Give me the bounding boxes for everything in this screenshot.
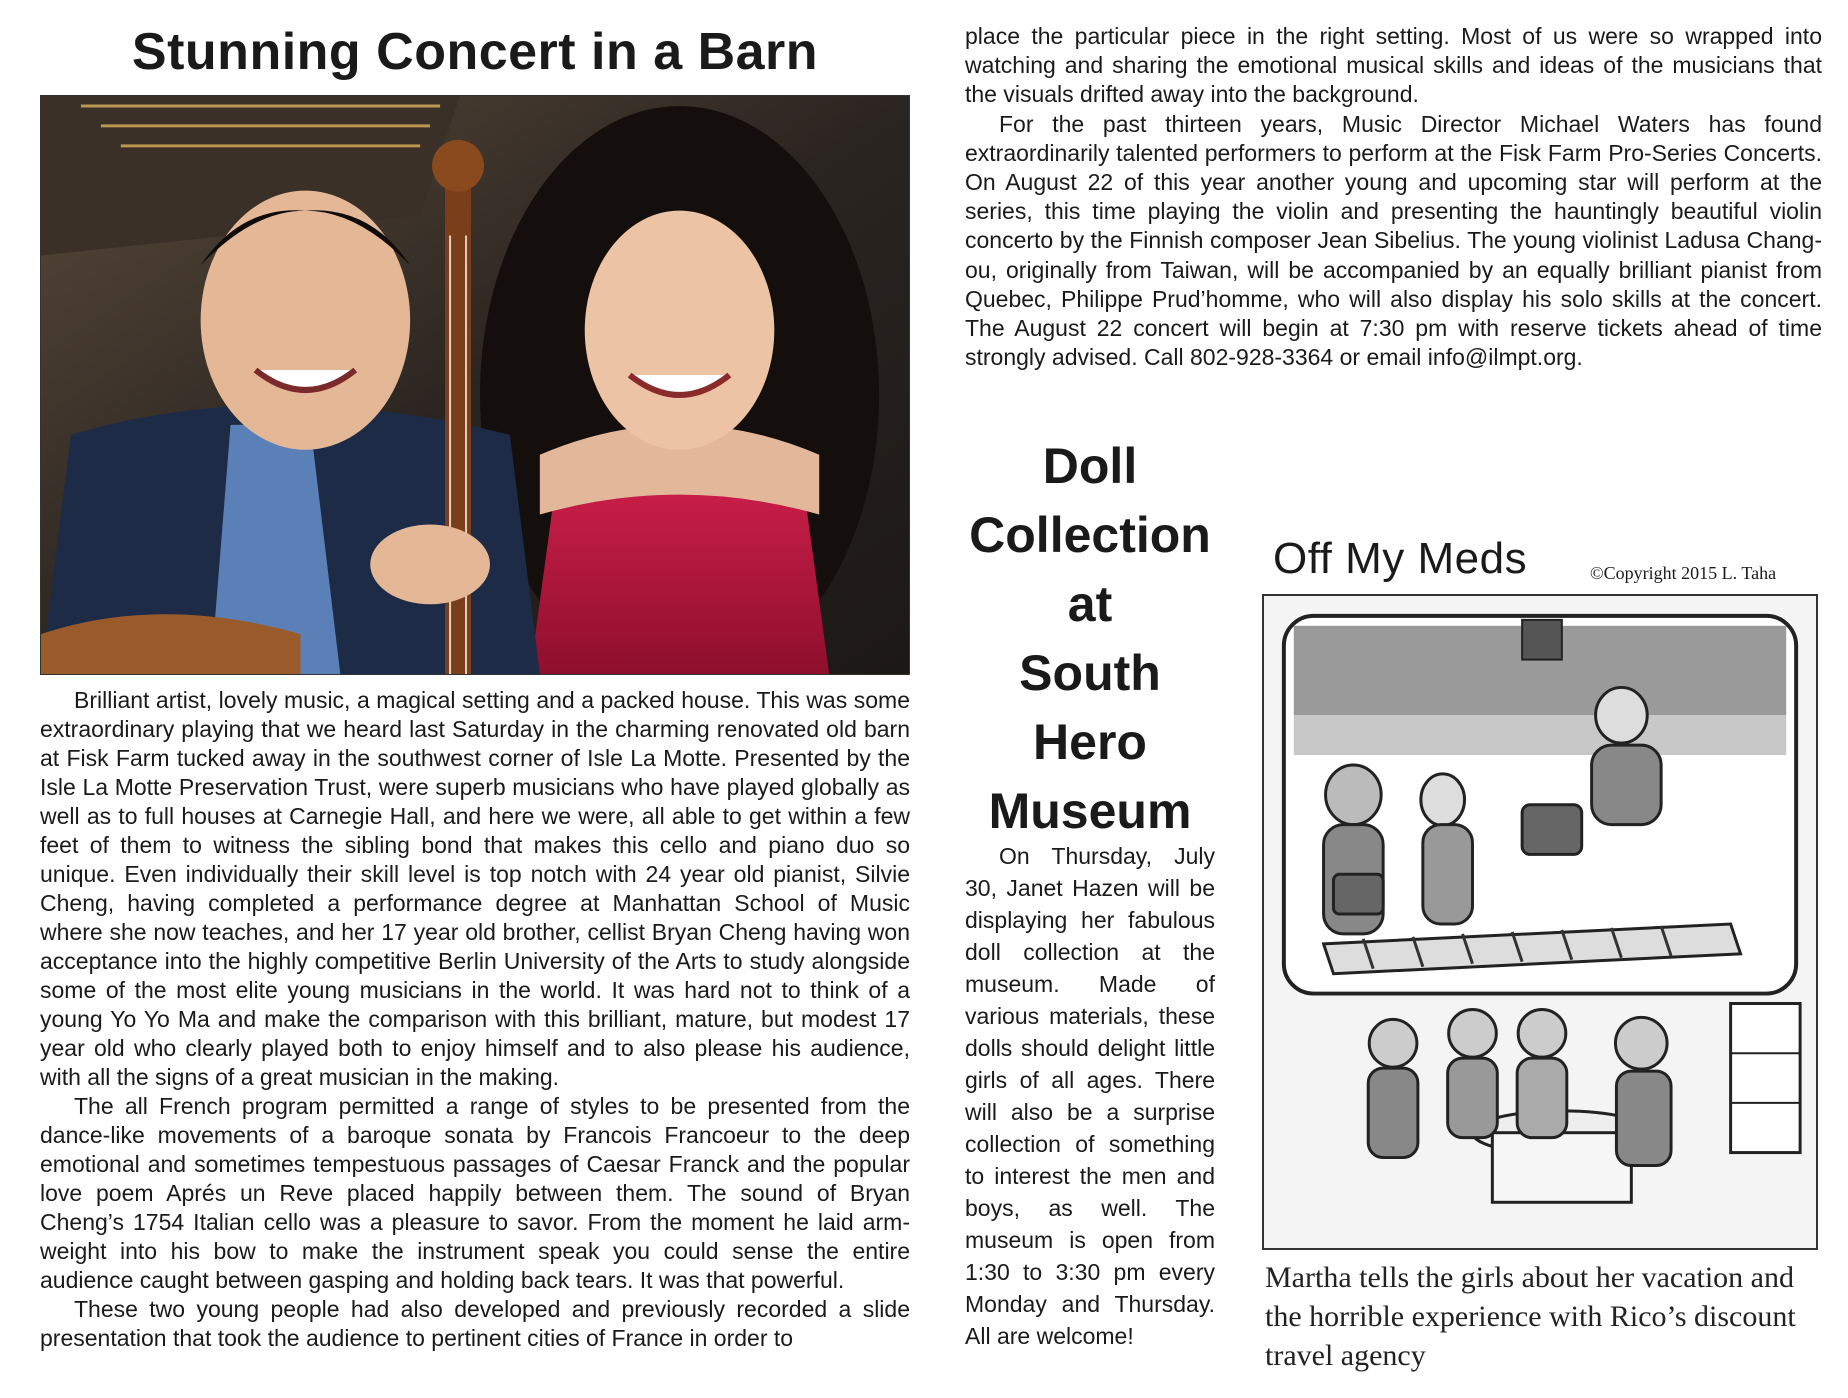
comic-copyright: ©Copyright 2015 L. Taha <box>1590 563 1777 583</box>
article-paragraph-3: These two young people had also developed and previously recorded a slide presentation that took the audience to pertinent cities of France in order to <box>40 1296 910 1351</box>
doll-article <box>965 840 1215 1352</box>
doll-title-line: at <box>1067 576 1113 632</box>
article-headline: Stunning Concert in a Barn <box>131 23 819 81</box>
doll-paragraph: On Thursday, July 30, Janet Hazen will be displaying her fabulous doll collection at the museum. Made of various materials, these dolls should delight little girls of all ages. There will also be a surprise collection of something to interest the men and boys, as well. The museum is open from 1:30 to 3:30 pm every Monday and Thursday. All are welcome! <box>965 843 1215 1349</box>
comic-title: Off My Meds <box>1273 534 1528 583</box>
doll-title-line: Hero <box>1033 714 1147 770</box>
doll-title-line: South <box>1019 645 1161 701</box>
article-paragraph-4: For the past thirteen years, Music Director Michael Waters has found extraordinarily talented performers to perform at the Fisk Farm Pro-Series Concerts. On August 22 of this year another young and upcoming star will perform at the series, this time playing the violin and presenting the hauntingly beautiful violin concerto by the Finnish composer Jean Sibelius. The young violinist Ladusa Chang-ou, originally from Taiwan, will be accompanied by an equally brilliant pianist from Quebec, Philippe Prud’homme, who will also display his solo skills at the concert. The August 22 concert will begin at 7:30 pm with reserve tickets ahead of time strongly advised. Call 802-928-3364 or email info@ilmpt.org. <box>965 110 1822 371</box>
musicians-photo <box>40 95 910 675</box>
doll-title-line: Doll <box>1042 438 1138 494</box>
doll-title-line: Museum <box>988 783 1192 839</box>
comic-caption: Martha tells the girls about her vacation and the horrible experience with Rico’s discount travel agency <box>1265 1261 1796 1372</box>
doll-headline <box>965 432 1215 846</box>
cartoon-illustration <box>1262 594 1818 1250</box>
article-right-column <box>965 22 1822 372</box>
article-paragraph-1: Brilliant artist, lovely music, a magical setting and a packed house. This was some extraordinary playing that we heard last Saturday in the charming renovated old barn at Fisk Farm tucked away in the southwest corner of Isle La Motte. Presented by the Isle La Motte Preservation Trust, were superb musicians who have played globally as well as to full houses at Carnegie Hall, and here we were, all able to get within a few feet of them to witness the sibling bond that makes this cello and piano duo so unique. Even individually their skill level is top notch with 24 year old pianist, Silvie Cheng, having completed a performance degree at Manhattan School of Music where she now teaches, and her 17 year old brother, cellist Bryan Cheng having won acceptance into the highly competitive Berlin University of the Arts to study alongside some of the most elite young musicians in the world. It was hard not to think of a young Yo Yo Ma and make the comparison with this brilliant, mature, but modest 17 year old who clearly played both to enjoy himself and to also please his audience, with all the signs of a great musician in the making. <box>40 687 910 1090</box>
article-continuation: place the particular piece in the right setting. Most of us were so wrapped into watching and sharing the emotional musical skills and ideas of the musicians that the visuals drifted away into the background. <box>965 23 1822 108</box>
article-left-column <box>40 686 910 1353</box>
article-paragraph-2: The all French program permitted a range of styles to be presented from the dance-like movements of a baroque sonata by Francois Francoeur to the deep emotional and sometimes tempestuous passages of Caesar Franck and the popular love poem Aprés un Reve placed happily between them. The sound of Bryan Cheng’s 1754 Italian cello was a pleasure to savor. From the moment he laid arm-weight into his bow to make the instrument speak you could sense the entire audience caught between gasping and holding back tears. It was that powerful. <box>40 1093 910 1293</box>
doll-title-line: Collection <box>969 507 1211 563</box>
